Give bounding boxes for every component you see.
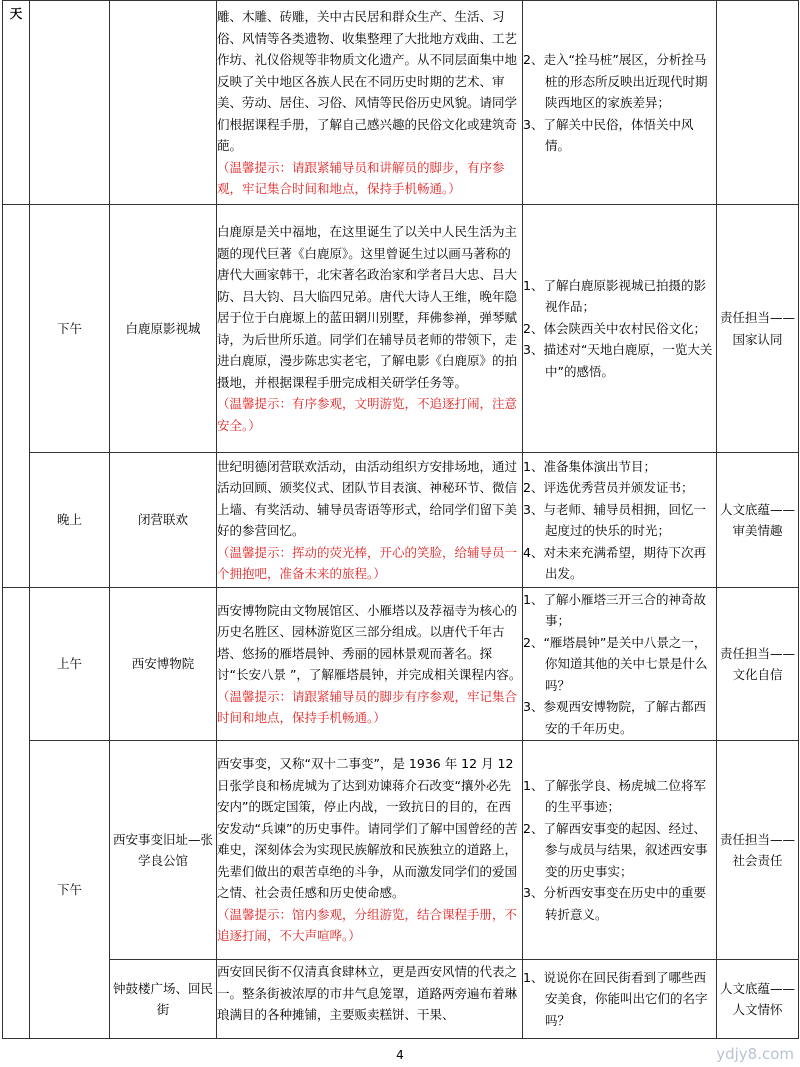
content-cell	[217, 588, 523, 741]
content-cell	[217, 453, 523, 588]
goal-cell: 责任担当——文化自信	[717, 588, 799, 741]
place-cell: 西安博物院	[110, 588, 217, 741]
task-cell	[523, 960, 717, 1039]
task-item: 3、分析西安事变在历史中的重要转折意义。	[523, 885, 706, 922]
place-cell: 闭营联欢	[110, 453, 217, 588]
task-cell	[523, 205, 717, 453]
task-list	[523, 49, 716, 157]
time-slot-cell: 下午	[30, 205, 110, 453]
content-text: 西安博物院由文物展馆区、小雁塔以及荐福寺为核心的历史名胜区、园林游览区三部分组成。以唐代千年古塔、悠扬的雁塔晨钟、秀丽的园林景观而著名。探讨“长安八景 ”，了解雁塔晨钟，并完成相关课程内容。	[217, 602, 522, 682]
place-cell: 西安事变旧址—张学良公馆	[110, 741, 217, 960]
task-list	[523, 967, 716, 1032]
table-row	[3, 453, 799, 588]
tip-text: （温馨提示：馆内参观，分组游览，结合课程手册，不追逐打闹，不大声喧哗。）	[217, 906, 518, 944]
content-cell	[217, 960, 523, 1039]
time-slot-cell: 下午	[30, 741, 110, 1039]
task-item: 3、描述对“天地白鹿原，一览大关中”的感悟。	[523, 342, 713, 379]
time-slot-cell: 晚上	[30, 453, 110, 588]
tip-text: （温馨提示：有序参观，文明游览，不追逐打闹，注意安全。）	[217, 396, 518, 433]
task-item: 2、“雁塔晨钟”是关中八景之一，你知道其他的关中七景是什么吗？	[523, 634, 708, 693]
watermark: ydjy8.com	[716, 1045, 794, 1063]
content-cell	[217, 1, 523, 205]
place-cell	[110, 1, 217, 205]
task-list	[523, 456, 716, 585]
day-cell	[3, 205, 30, 588]
task-item: 2、了解西安事变的起因、经过、参与成员与结果，叙述西安事变的历史事实；	[523, 820, 708, 879]
content-cell	[217, 741, 523, 960]
content-text: 世纪明德闭营联欢活动，由活动组织方安排场地，通过活动回顾、颁奖仪式、团队节目表演、神秘环节、微信上墙、有奖活动、辅导员寄语等形式，给同学们留下美好的参营回忆。	[217, 458, 518, 538]
content-text: 白鹿原是关中福地，在这里诞生了以关中人民生活为主题的现代巨著《白鹿原》。这里曾诞生过以画马著称的唐代大画家韩干，北宋著名政治家和学者吕大忠、吕大防、吕大钧、吕大临四兄弟。唐代大诗人王维，晚年隐居于位于白鹿塬上的蓝田辋川别墅，拜佛参禅，弹琴赋诗，为后世所乐道。同学们在辅导员老师的带领下，走进白鹿原，漫步陈忠实老宅，了解电影《白鹿原》的拍摄地，并根据课程手册完成相关研学任务等。	[217, 224, 518, 390]
goal-cell: 人文底蕴——人文情怀	[717, 960, 799, 1039]
table-row	[3, 741, 799, 960]
task-cell	[523, 1, 717, 205]
content-text: 西安回民街不仅清真食肆林立，更是西安风情的代表之一。整条街被浓厚的市井气息笼罩，道路两旁遍布着琳琅满目的各种摊铺，主要贩卖糕饼、干果、	[217, 964, 518, 1022]
task-list	[523, 775, 716, 926]
task-item: 2、体会陕西关中农村民俗文化；	[523, 320, 706, 336]
schedule-table	[2, 0, 799, 1039]
task-item: 3、了解关中民俗，体悟关中风情。	[523, 116, 694, 154]
table-row	[3, 588, 799, 741]
task-item: 1、了解张学良、杨虎城二位将军的生平事迹；	[523, 777, 706, 815]
place-cell: 白鹿原影视城	[110, 205, 217, 453]
day-cell	[3, 588, 30, 1039]
goal-cell: 责任担当——社会责任	[717, 741, 799, 960]
task-list	[523, 275, 716, 383]
time-slot-cell: 上午	[30, 588, 110, 741]
task-item: 2、评选优秀营员并颁发证书；	[523, 480, 694, 495]
goal-cell	[717, 1, 799, 205]
task-cell	[523, 741, 717, 960]
task-item: 1、说说你在回民街看到了哪些西安美食，你能叫出它们的名字吗？	[523, 969, 708, 1028]
tip-text: （温馨提示：挥动的荧光棒，开心的笑脸，给辅导员一个拥抱吧，准备未来的旅程。）	[217, 544, 518, 581]
tip-text: （温馨提示：请跟紧辅导员和讲解员的脚步，有序参观，牢记集合时间和地点，保持手机畅通。）	[217, 159, 505, 197]
tip-text: （温馨提示：请跟紧辅导员的脚步有序参观，牢记集合时间和地点，保持手机畅通。）	[217, 688, 518, 725]
task-item: 2、走入“拴马桩”展区，分析拴马桩的形态所反映出近现代时期陕西地区的家族差异；	[523, 52, 708, 111]
goal-cell: 人文底蕴——审美情趣	[717, 453, 799, 588]
time-slot-cell	[30, 1, 110, 205]
table-row	[3, 1, 799, 205]
task-cell	[523, 588, 717, 741]
content-text: 雕、木雕、砖雕，关中古民居和群众生产、生活、习俗、风情等各类遗物、收集整理了大批地方戏曲、工艺作坊、礼仪俗规等非物质文化遗产。从不同层面集中地反映了关中地区各族人民在不同历史时期的艺术、审美、劳动、居住、习俗、风情等民俗历史风貌。请同学们根据课程手册，了解自己感兴趣的民俗文化或建筑奇葩。	[217, 9, 518, 154]
task-item: 4、对未来充满希望，期待下次再出发。	[523, 544, 706, 581]
day-cell: 天	[3, 1, 30, 205]
goal-cell: 责任担当——国家认同	[717, 205, 799, 453]
table-row	[3, 960, 799, 1039]
content-cell	[217, 205, 523, 453]
task-cell	[523, 453, 717, 588]
table-row	[3, 205, 799, 453]
task-list	[523, 589, 716, 740]
task-item: 1、了解小雁塔三开三合的神奇故事；	[523, 591, 706, 629]
task-item: 3、与老师、辅导员相拥，回忆一起度过的快乐的时光；	[523, 501, 706, 538]
task-item: 3、参观西安博物院，了解古都西安的千年历史。	[523, 699, 706, 736]
task-item: 1、准备集体演出节目；	[523, 458, 656, 474]
page-number: 4	[396, 1048, 404, 1062]
place-cell: 钟鼓楼广场、回民街	[110, 960, 217, 1039]
content-text: 西安事变，又称“双十二事变”，是 1936 年 12 月 12 日张学良和杨虎城为了达到劝谏蒋介石改变“攘外必先安内”的既定国策，停止内战，一致抗日的目的，在西安发动“兵谏”的历史事件。请同学们了解中国曾经的苦难史，深刻体会为实现民族解放和民族独立的道路上，先辈们做出的艰苦卓绝的斗争，从而激发同学们的爱国之情、社会责任感和历史使命感。	[217, 756, 518, 901]
task-item: 1、了解白鹿原影视城已拍摄的影视作品；	[523, 277, 706, 315]
